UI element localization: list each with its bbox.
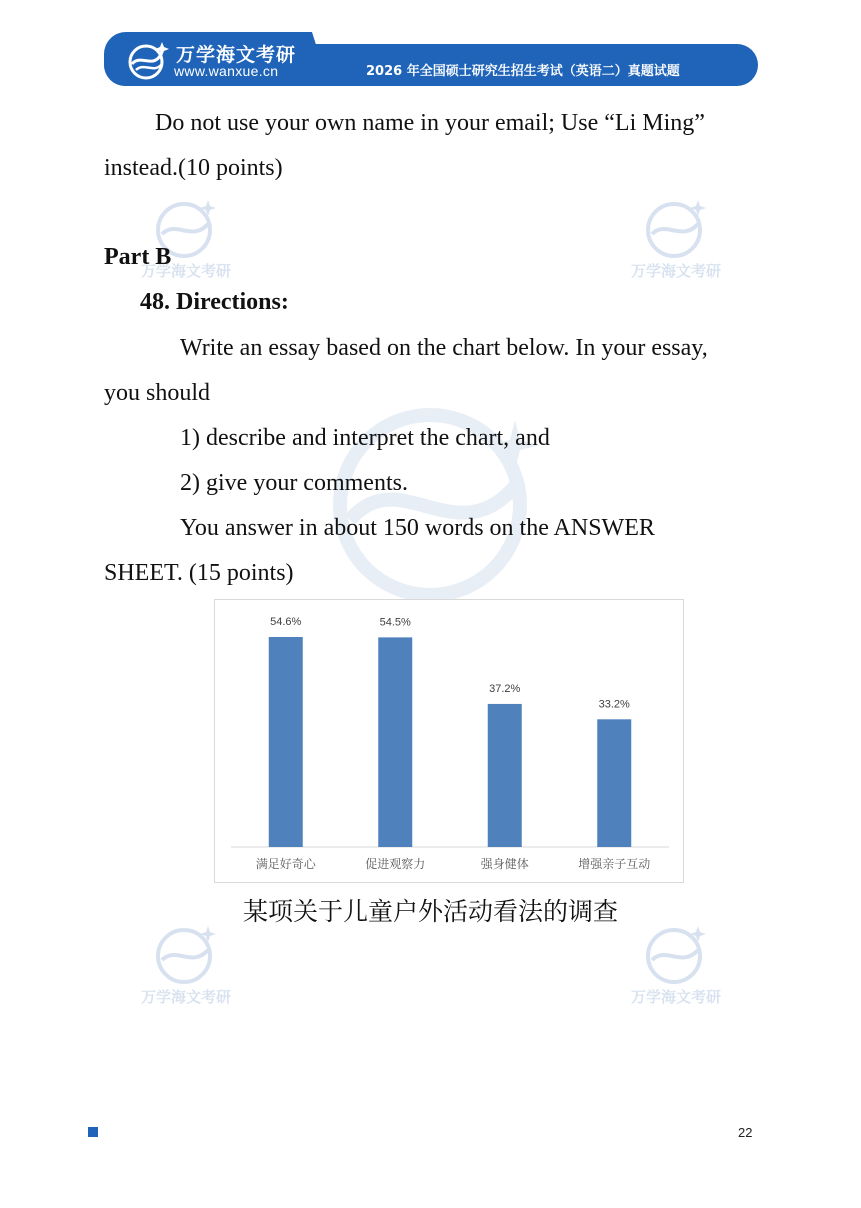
x-tick-label: 强身健体	[480, 857, 529, 871]
chart-bar	[378, 637, 412, 847]
directions-item: 2) give your comments.	[180, 470, 408, 496]
watermark-logo-icon	[606, 196, 746, 260]
watermark	[606, 922, 746, 1022]
section-heading: Part B	[104, 244, 172, 270]
chart-bar	[488, 704, 522, 847]
watermark-text: 万学海文考研	[630, 988, 721, 1006]
bar-chart-svg	[215, 600, 685, 884]
chart-bar	[597, 719, 631, 847]
watermark	[116, 922, 256, 1022]
directions-text: You answer in about 150 words on the ANSWER	[180, 515, 655, 541]
footer-square	[88, 1127, 98, 1137]
chart-bar	[269, 637, 303, 847]
page-number: 22	[738, 1125, 753, 1140]
directions-text: you should	[104, 380, 211, 406]
exam-title: 2026 年全国硕士研究生招生考试（英语二）真题试题	[366, 64, 680, 79]
bar-data-label: 33.2%	[598, 698, 630, 711]
bar-data-label: 54.6%	[270, 616, 302, 628]
brand-url: www.wanxue.cn	[174, 63, 279, 79]
chart-title: 某项关于儿童户外活动看法的调查	[242, 899, 618, 926]
directions-heading: 48. Directions:	[140, 289, 289, 315]
page-header	[104, 32, 758, 88]
bar-data-label: 54.5%	[379, 616, 411, 629]
brand-name: 万学海文考研	[176, 44, 297, 66]
directions-text: Write an essay based on the chart below. In your essay,	[180, 335, 708, 361]
watermark-text: 万学海文考研	[140, 988, 231, 1006]
directions-item: 1) describe and interpret the chart, and	[180, 425, 550, 451]
instruction-line: Do not use your own name in your email; Use “Li Ming”	[155, 110, 705, 136]
instruction-line: instead.(10 points)	[104, 155, 283, 181]
x-tick-label: 增强亲子互动	[578, 857, 651, 871]
directions-text: SHEET. (15 points)	[104, 560, 294, 586]
watermark	[606, 196, 746, 296]
watermark-text: 万学海文考研	[630, 262, 721, 280]
watermark-logo-icon	[116, 922, 256, 986]
x-tick-label: 满足好奇心	[255, 857, 316, 871]
bar-chart	[214, 599, 684, 883]
wanxue-logo-icon	[126, 38, 170, 82]
watermark-text: 万学海文考研	[140, 262, 231, 280]
watermark-logo-icon	[606, 922, 746, 986]
x-tick-label: 促进观察力	[365, 857, 426, 871]
bar-data-label: 37.2%	[489, 682, 521, 695]
